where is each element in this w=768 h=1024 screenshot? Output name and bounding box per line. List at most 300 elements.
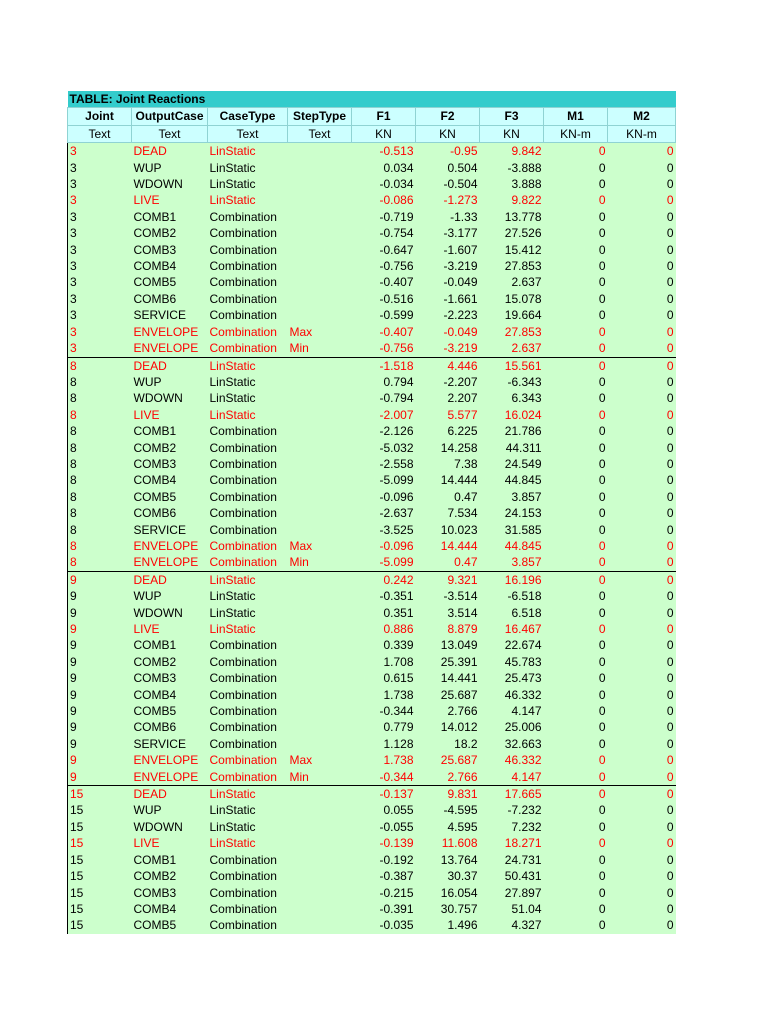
joint-cell[interactable]: 8 bbox=[68, 423, 132, 439]
joint-cell[interactable]: 3 bbox=[68, 274, 132, 290]
m2-cell[interactable]: 0 bbox=[608, 719, 676, 735]
m1-cell[interactable]: 0 bbox=[544, 324, 608, 340]
f2-cell[interactable]: -1.33 bbox=[416, 209, 480, 225]
column-header[interactable]: F3 bbox=[480, 108, 544, 125]
step-type-cell[interactable] bbox=[288, 307, 352, 323]
output-case-cell[interactable]: COMB6 bbox=[132, 505, 208, 521]
output-case-cell[interactable]: ENVELOPE bbox=[132, 752, 208, 768]
output-case-cell[interactable]: LIVE bbox=[132, 621, 208, 637]
output-case-cell[interactable]: COMB3 bbox=[132, 456, 208, 472]
m2-cell[interactable]: 0 bbox=[608, 423, 676, 439]
case-type-cell[interactable]: LinStatic bbox=[208, 374, 288, 390]
joint-cell[interactable]: 8 bbox=[68, 522, 132, 538]
output-case-cell[interactable]: COMB5 bbox=[132, 917, 208, 933]
step-type-cell[interactable] bbox=[288, 374, 352, 390]
joint-cell[interactable]: 15 bbox=[68, 868, 132, 884]
m2-cell[interactable]: 0 bbox=[608, 324, 676, 340]
f1-cell[interactable]: 0.034 bbox=[352, 160, 416, 176]
m1-cell[interactable]: 0 bbox=[544, 407, 608, 423]
case-type-cell[interactable]: LinStatic bbox=[208, 143, 288, 160]
step-type-cell[interactable] bbox=[288, 160, 352, 176]
output-case-cell[interactable]: COMB3 bbox=[132, 670, 208, 686]
m2-cell[interactable]: 0 bbox=[608, 505, 676, 521]
f2-cell[interactable]: -3.219 bbox=[416, 340, 480, 357]
output-case-cell[interactable]: DEAD bbox=[132, 571, 208, 588]
f1-cell[interactable]: -0.035 bbox=[352, 917, 416, 933]
output-case-cell[interactable]: WDOWN bbox=[132, 176, 208, 192]
f1-cell[interactable]: 1.128 bbox=[352, 736, 416, 752]
f2-cell[interactable]: 30.37 bbox=[416, 868, 480, 884]
f2-cell[interactable]: -1.273 bbox=[416, 192, 480, 208]
step-type-cell[interactable] bbox=[288, 687, 352, 703]
case-type-cell[interactable]: Combination bbox=[208, 423, 288, 439]
joint-cell[interactable]: 15 bbox=[68, 885, 132, 901]
case-type-cell[interactable]: Combination bbox=[208, 901, 288, 917]
output-case-cell[interactable]: COMB2 bbox=[132, 440, 208, 456]
joint-cell[interactable]: 9 bbox=[68, 736, 132, 752]
step-type-cell[interactable] bbox=[288, 901, 352, 917]
m1-cell[interactable]: 0 bbox=[544, 752, 608, 768]
f3-cell[interactable]: 50.431 bbox=[480, 868, 544, 884]
m1-cell[interactable]: 0 bbox=[544, 522, 608, 538]
f2-cell[interactable]: 7.38 bbox=[416, 456, 480, 472]
m1-cell[interactable]: 0 bbox=[544, 160, 608, 176]
m2-cell[interactable]: 0 bbox=[608, 802, 676, 818]
f2-cell[interactable]: -1.607 bbox=[416, 242, 480, 258]
column-header[interactable]: CaseType bbox=[208, 108, 288, 125]
output-case-cell[interactable]: WUP bbox=[132, 374, 208, 390]
f3-cell[interactable]: 17.665 bbox=[480, 786, 544, 803]
f1-cell[interactable]: -0.513 bbox=[352, 143, 416, 160]
step-type-cell[interactable] bbox=[288, 440, 352, 456]
column-header[interactable]: Joint bbox=[68, 108, 132, 125]
f1-cell[interactable]: -0.351 bbox=[352, 588, 416, 604]
f3-cell[interactable]: 51.04 bbox=[480, 901, 544, 917]
f3-cell[interactable]: 44.845 bbox=[480, 472, 544, 488]
case-type-cell[interactable]: Combination bbox=[208, 885, 288, 901]
case-type-cell[interactable]: Combination bbox=[208, 340, 288, 357]
f2-cell[interactable]: 5.577 bbox=[416, 407, 480, 423]
m1-cell[interactable]: 0 bbox=[544, 917, 608, 933]
f2-cell[interactable]: 0.504 bbox=[416, 160, 480, 176]
output-case-cell[interactable]: COMB2 bbox=[132, 868, 208, 884]
m1-cell[interactable]: 0 bbox=[544, 340, 608, 357]
f3-cell[interactable]: 46.332 bbox=[480, 687, 544, 703]
step-type-cell[interactable] bbox=[288, 291, 352, 307]
f1-cell[interactable]: -0.096 bbox=[352, 489, 416, 505]
case-type-cell[interactable]: Combination bbox=[208, 242, 288, 258]
f2-cell[interactable]: -2.207 bbox=[416, 374, 480, 390]
f1-cell[interactable]: -0.754 bbox=[352, 225, 416, 241]
case-type-cell[interactable]: Combination bbox=[208, 719, 288, 735]
m1-cell[interactable]: 0 bbox=[544, 786, 608, 803]
f3-cell[interactable]: 46.332 bbox=[480, 752, 544, 768]
f3-cell[interactable]: 6.518 bbox=[480, 605, 544, 621]
joint-cell[interactable]: 9 bbox=[68, 719, 132, 735]
m1-cell[interactable]: 0 bbox=[544, 258, 608, 274]
m1-cell[interactable]: 0 bbox=[544, 654, 608, 670]
f3-cell[interactable]: 24.731 bbox=[480, 852, 544, 868]
f1-cell[interactable]: -5.099 bbox=[352, 554, 416, 571]
f3-cell[interactable]: 18.271 bbox=[480, 835, 544, 851]
m1-cell[interactable]: 0 bbox=[544, 489, 608, 505]
f1-cell[interactable]: -2.126 bbox=[352, 423, 416, 439]
f1-cell[interactable]: -0.387 bbox=[352, 868, 416, 884]
joint-cell[interactable]: 8 bbox=[68, 456, 132, 472]
f2-cell[interactable]: 25.687 bbox=[416, 752, 480, 768]
f2-cell[interactable]: 2.766 bbox=[416, 769, 480, 786]
joint-cell[interactable]: 9 bbox=[68, 654, 132, 670]
step-type-cell[interactable] bbox=[288, 703, 352, 719]
step-type-cell[interactable] bbox=[288, 505, 352, 521]
joint-cell[interactable]: 9 bbox=[68, 621, 132, 637]
output-case-cell[interactable]: COMB2 bbox=[132, 654, 208, 670]
f3-cell[interactable]: 2.637 bbox=[480, 274, 544, 290]
f1-cell[interactable]: -0.407 bbox=[352, 274, 416, 290]
unit-header[interactable]: Text bbox=[68, 125, 132, 142]
output-case-cell[interactable]: COMB4 bbox=[132, 258, 208, 274]
case-type-cell[interactable]: Combination bbox=[208, 307, 288, 323]
f3-cell[interactable]: 4.327 bbox=[480, 917, 544, 933]
joint-cell[interactable]: 9 bbox=[68, 769, 132, 786]
step-type-cell[interactable]: Max bbox=[288, 538, 352, 554]
m2-cell[interactable]: 0 bbox=[608, 307, 676, 323]
m2-cell[interactable]: 0 bbox=[608, 160, 676, 176]
m1-cell[interactable]: 0 bbox=[544, 143, 608, 160]
f1-cell[interactable]: 0.351 bbox=[352, 605, 416, 621]
joint-cell[interactable]: 3 bbox=[68, 242, 132, 258]
f1-cell[interactable]: 0.615 bbox=[352, 670, 416, 686]
f1-cell[interactable]: -0.344 bbox=[352, 703, 416, 719]
case-type-cell[interactable]: Combination bbox=[208, 654, 288, 670]
m2-cell[interactable]: 0 bbox=[608, 225, 676, 241]
m1-cell[interactable]: 0 bbox=[544, 209, 608, 225]
f2-cell[interactable]: -3.177 bbox=[416, 225, 480, 241]
output-case-cell[interactable]: SERVICE bbox=[132, 522, 208, 538]
step-type-cell[interactable] bbox=[288, 868, 352, 884]
f1-cell[interactable]: -2.558 bbox=[352, 456, 416, 472]
joint-cell[interactable]: 3 bbox=[68, 143, 132, 160]
joint-cell[interactable]: 15 bbox=[68, 917, 132, 933]
f2-cell[interactable]: 6.225 bbox=[416, 423, 480, 439]
m1-cell[interactable]: 0 bbox=[544, 472, 608, 488]
f1-cell[interactable]: -0.137 bbox=[352, 786, 416, 803]
step-type-cell[interactable] bbox=[288, 588, 352, 604]
step-type-cell[interactable] bbox=[288, 802, 352, 818]
m1-cell[interactable]: 0 bbox=[544, 307, 608, 323]
unit-header[interactable]: KN bbox=[416, 125, 480, 142]
f2-cell[interactable]: 10.023 bbox=[416, 522, 480, 538]
f2-cell[interactable]: 25.687 bbox=[416, 687, 480, 703]
column-header[interactable]: M1 bbox=[544, 108, 608, 125]
output-case-cell[interactable]: COMB5 bbox=[132, 489, 208, 505]
m2-cell[interactable]: 0 bbox=[608, 209, 676, 225]
m1-cell[interactable]: 0 bbox=[544, 374, 608, 390]
f3-cell[interactable]: 16.467 bbox=[480, 621, 544, 637]
case-type-cell[interactable]: LinStatic bbox=[208, 819, 288, 835]
column-header[interactable]: F1 bbox=[352, 108, 416, 125]
case-type-cell[interactable]: Combination bbox=[208, 291, 288, 307]
f3-cell[interactable]: 21.786 bbox=[480, 423, 544, 439]
m1-cell[interactable]: 0 bbox=[544, 719, 608, 735]
m2-cell[interactable]: 0 bbox=[608, 703, 676, 719]
unit-header[interactable]: Text bbox=[132, 125, 208, 142]
m1-cell[interactable]: 0 bbox=[544, 571, 608, 588]
f2-cell[interactable]: -0.95 bbox=[416, 143, 480, 160]
m2-cell[interactable]: 0 bbox=[608, 852, 676, 868]
f3-cell[interactable]: 25.006 bbox=[480, 719, 544, 735]
output-case-cell[interactable]: ENVELOPE bbox=[132, 340, 208, 357]
f1-cell[interactable]: -0.794 bbox=[352, 390, 416, 406]
f2-cell[interactable]: -3.514 bbox=[416, 588, 480, 604]
case-type-cell[interactable]: Combination bbox=[208, 456, 288, 472]
joint-cell[interactable]: 8 bbox=[68, 472, 132, 488]
f2-cell[interactable]: -2.223 bbox=[416, 307, 480, 323]
step-type-cell[interactable]: Min bbox=[288, 554, 352, 571]
joint-cell[interactable]: 3 bbox=[68, 160, 132, 176]
f3-cell[interactable]: 4.147 bbox=[480, 769, 544, 786]
case-type-cell[interactable]: Combination bbox=[208, 769, 288, 786]
case-type-cell[interactable]: Combination bbox=[208, 225, 288, 241]
step-type-cell[interactable] bbox=[288, 835, 352, 851]
output-case-cell[interactable]: WUP bbox=[132, 802, 208, 818]
output-case-cell[interactable]: DEAD bbox=[132, 143, 208, 160]
f3-cell[interactable]: 2.637 bbox=[480, 340, 544, 357]
f2-cell[interactable]: -1.661 bbox=[416, 291, 480, 307]
joint-cell[interactable]: 15 bbox=[68, 786, 132, 803]
case-type-cell[interactable]: Combination bbox=[208, 209, 288, 225]
f2-cell[interactable]: 14.441 bbox=[416, 670, 480, 686]
f1-cell[interactable]: -0.096 bbox=[352, 538, 416, 554]
step-type-cell[interactable] bbox=[288, 242, 352, 258]
case-type-cell[interactable]: Combination bbox=[208, 554, 288, 571]
m2-cell[interactable]: 0 bbox=[608, 489, 676, 505]
unit-header[interactable]: Text bbox=[208, 125, 288, 142]
m2-cell[interactable]: 0 bbox=[608, 440, 676, 456]
f2-cell[interactable]: 14.444 bbox=[416, 538, 480, 554]
joint-cell[interactable]: 8 bbox=[68, 440, 132, 456]
m2-cell[interactable]: 0 bbox=[608, 736, 676, 752]
step-type-cell[interactable]: Max bbox=[288, 324, 352, 340]
step-type-cell[interactable] bbox=[288, 885, 352, 901]
joint-cell[interactable]: 3 bbox=[68, 291, 132, 307]
output-case-cell[interactable]: COMB5 bbox=[132, 274, 208, 290]
joint-cell[interactable]: 8 bbox=[68, 357, 132, 374]
step-type-cell[interactable] bbox=[288, 917, 352, 933]
step-type-cell[interactable] bbox=[288, 571, 352, 588]
m1-cell[interactable]: 0 bbox=[544, 687, 608, 703]
f1-cell[interactable]: -0.086 bbox=[352, 192, 416, 208]
m2-cell[interactable]: 0 bbox=[608, 571, 676, 588]
f1-cell[interactable]: -0.599 bbox=[352, 307, 416, 323]
f1-cell[interactable]: -5.032 bbox=[352, 440, 416, 456]
step-type-cell[interactable] bbox=[288, 456, 352, 472]
f1-cell[interactable]: -0.756 bbox=[352, 340, 416, 357]
m2-cell[interactable]: 0 bbox=[608, 538, 676, 554]
joint-cell[interactable]: 15 bbox=[68, 901, 132, 917]
f2-cell[interactable]: 30.757 bbox=[416, 901, 480, 917]
output-case-cell[interactable]: WDOWN bbox=[132, 819, 208, 835]
case-type-cell[interactable]: Combination bbox=[208, 522, 288, 538]
output-case-cell[interactable]: COMB6 bbox=[132, 719, 208, 735]
f3-cell[interactable]: -7.232 bbox=[480, 802, 544, 818]
f3-cell[interactable]: 27.853 bbox=[480, 258, 544, 274]
m2-cell[interactable]: 0 bbox=[608, 687, 676, 703]
f3-cell[interactable]: 27.897 bbox=[480, 885, 544, 901]
m2-cell[interactable]: 0 bbox=[608, 522, 676, 538]
step-type-cell[interactable] bbox=[288, 654, 352, 670]
m2-cell[interactable]: 0 bbox=[608, 901, 676, 917]
m1-cell[interactable]: 0 bbox=[544, 637, 608, 653]
case-type-cell[interactable]: Combination bbox=[208, 324, 288, 340]
joint-cell[interactable]: 8 bbox=[68, 489, 132, 505]
f1-cell[interactable]: 1.708 bbox=[352, 654, 416, 670]
joint-cell[interactable]: 8 bbox=[68, 374, 132, 390]
m1-cell[interactable]: 0 bbox=[544, 440, 608, 456]
f2-cell[interactable]: 16.054 bbox=[416, 885, 480, 901]
f3-cell[interactable]: 6.343 bbox=[480, 390, 544, 406]
m1-cell[interactable]: 0 bbox=[544, 819, 608, 835]
case-type-cell[interactable]: Combination bbox=[208, 505, 288, 521]
column-header[interactable]: M2 bbox=[608, 108, 676, 125]
column-header[interactable]: F2 bbox=[416, 108, 480, 125]
output-case-cell[interactable]: WUP bbox=[132, 588, 208, 604]
step-type-cell[interactable] bbox=[288, 605, 352, 621]
joint-cell[interactable]: 8 bbox=[68, 390, 132, 406]
m1-cell[interactable]: 0 bbox=[544, 554, 608, 571]
output-case-cell[interactable]: COMB4 bbox=[132, 901, 208, 917]
f2-cell[interactable]: 8.879 bbox=[416, 621, 480, 637]
output-case-cell[interactable]: LIVE bbox=[132, 835, 208, 851]
output-case-cell[interactable]: SERVICE bbox=[132, 307, 208, 323]
output-case-cell[interactable]: COMB3 bbox=[132, 242, 208, 258]
f1-cell[interactable]: -0.391 bbox=[352, 901, 416, 917]
joint-cell[interactable]: 9 bbox=[68, 703, 132, 719]
output-case-cell[interactable]: COMB1 bbox=[132, 637, 208, 653]
m1-cell[interactable]: 0 bbox=[544, 852, 608, 868]
case-type-cell[interactable]: LinStatic bbox=[208, 588, 288, 604]
f1-cell[interactable]: -3.525 bbox=[352, 522, 416, 538]
output-case-cell[interactable]: DEAD bbox=[132, 786, 208, 803]
m2-cell[interactable]: 0 bbox=[608, 192, 676, 208]
case-type-cell[interactable]: LinStatic bbox=[208, 571, 288, 588]
f2-cell[interactable]: 13.764 bbox=[416, 852, 480, 868]
m1-cell[interactable]: 0 bbox=[544, 588, 608, 604]
f1-cell[interactable]: -2.637 bbox=[352, 505, 416, 521]
m1-cell[interactable]: 0 bbox=[544, 538, 608, 554]
f3-cell[interactable]: 31.585 bbox=[480, 522, 544, 538]
f3-cell[interactable]: 44.845 bbox=[480, 538, 544, 554]
f1-cell[interactable]: -0.192 bbox=[352, 852, 416, 868]
m2-cell[interactable]: 0 bbox=[608, 291, 676, 307]
output-case-cell[interactable]: COMB4 bbox=[132, 687, 208, 703]
case-type-cell[interactable]: Combination bbox=[208, 736, 288, 752]
m1-cell[interactable]: 0 bbox=[544, 802, 608, 818]
step-type-cell[interactable] bbox=[288, 852, 352, 868]
m1-cell[interactable]: 0 bbox=[544, 390, 608, 406]
step-type-cell[interactable] bbox=[288, 637, 352, 653]
f1-cell[interactable]: -0.647 bbox=[352, 242, 416, 258]
case-type-cell[interactable]: Combination bbox=[208, 670, 288, 686]
step-type-cell[interactable] bbox=[288, 489, 352, 505]
step-type-cell[interactable]: Min bbox=[288, 769, 352, 786]
f1-cell[interactable]: -0.344 bbox=[352, 769, 416, 786]
case-type-cell[interactable]: LinStatic bbox=[208, 802, 288, 818]
unit-header[interactable]: KN-m bbox=[608, 125, 676, 142]
step-type-cell[interactable] bbox=[288, 209, 352, 225]
m2-cell[interactable]: 0 bbox=[608, 752, 676, 768]
f3-cell[interactable]: 22.674 bbox=[480, 637, 544, 653]
output-case-cell[interactable]: ENVELOPE bbox=[132, 324, 208, 340]
m2-cell[interactable]: 0 bbox=[608, 917, 676, 933]
f3-cell[interactable]: 9.822 bbox=[480, 192, 544, 208]
f3-cell[interactable]: -3.888 bbox=[480, 160, 544, 176]
case-type-cell[interactable]: LinStatic bbox=[208, 357, 288, 374]
output-case-cell[interactable]: WDOWN bbox=[132, 390, 208, 406]
step-type-cell[interactable] bbox=[288, 407, 352, 423]
case-type-cell[interactable]: Combination bbox=[208, 687, 288, 703]
f2-cell[interactable]: 14.258 bbox=[416, 440, 480, 456]
f2-cell[interactable]: 0.47 bbox=[416, 489, 480, 505]
joint-cell[interactable]: 3 bbox=[68, 307, 132, 323]
f1-cell[interactable]: -0.034 bbox=[352, 176, 416, 192]
f3-cell[interactable]: 3.888 bbox=[480, 176, 544, 192]
f2-cell[interactable]: 2.766 bbox=[416, 703, 480, 719]
output-case-cell[interactable]: COMB1 bbox=[132, 209, 208, 225]
f1-cell[interactable]: 0.886 bbox=[352, 621, 416, 637]
f1-cell[interactable]: -0.407 bbox=[352, 324, 416, 340]
f1-cell[interactable]: 1.738 bbox=[352, 687, 416, 703]
step-type-cell[interactable] bbox=[288, 621, 352, 637]
f2-cell[interactable]: 2.207 bbox=[416, 390, 480, 406]
f2-cell[interactable]: -0.504 bbox=[416, 176, 480, 192]
step-type-cell[interactable] bbox=[288, 736, 352, 752]
f3-cell[interactable]: 3.857 bbox=[480, 489, 544, 505]
m2-cell[interactable]: 0 bbox=[608, 588, 676, 604]
case-type-cell[interactable]: Combination bbox=[208, 472, 288, 488]
f3-cell[interactable]: 15.412 bbox=[480, 242, 544, 258]
step-type-cell[interactable] bbox=[288, 670, 352, 686]
m1-cell[interactable]: 0 bbox=[544, 176, 608, 192]
case-type-cell[interactable]: Combination bbox=[208, 258, 288, 274]
case-type-cell[interactable]: Combination bbox=[208, 538, 288, 554]
m2-cell[interactable]: 0 bbox=[608, 670, 676, 686]
joint-cell[interactable]: 9 bbox=[68, 588, 132, 604]
f2-cell[interactable]: 4.595 bbox=[416, 819, 480, 835]
unit-header[interactable]: KN-m bbox=[544, 125, 608, 142]
f3-cell[interactable]: 16.024 bbox=[480, 407, 544, 423]
f1-cell[interactable]: 0.779 bbox=[352, 719, 416, 735]
output-case-cell[interactable]: COMB1 bbox=[132, 852, 208, 868]
f2-cell[interactable]: -4.595 bbox=[416, 802, 480, 818]
m2-cell[interactable]: 0 bbox=[608, 835, 676, 851]
output-case-cell[interactable]: WUP bbox=[132, 160, 208, 176]
output-case-cell[interactable]: COMB2 bbox=[132, 225, 208, 241]
case-type-cell[interactable]: Combination bbox=[208, 274, 288, 290]
joint-cell[interactable]: 9 bbox=[68, 637, 132, 653]
f2-cell[interactable]: -3.219 bbox=[416, 258, 480, 274]
f3-cell[interactable]: 7.232 bbox=[480, 819, 544, 835]
m1-cell[interactable]: 0 bbox=[544, 605, 608, 621]
joint-cell[interactable]: 15 bbox=[68, 802, 132, 818]
f2-cell[interactable]: 0.47 bbox=[416, 554, 480, 571]
step-type-cell[interactable] bbox=[288, 472, 352, 488]
case-type-cell[interactable]: LinStatic bbox=[208, 786, 288, 803]
f2-cell[interactable]: -0.049 bbox=[416, 274, 480, 290]
unit-header[interactable]: Text bbox=[288, 125, 352, 142]
joint-cell[interactable]: 3 bbox=[68, 176, 132, 192]
m2-cell[interactable]: 0 bbox=[608, 786, 676, 803]
